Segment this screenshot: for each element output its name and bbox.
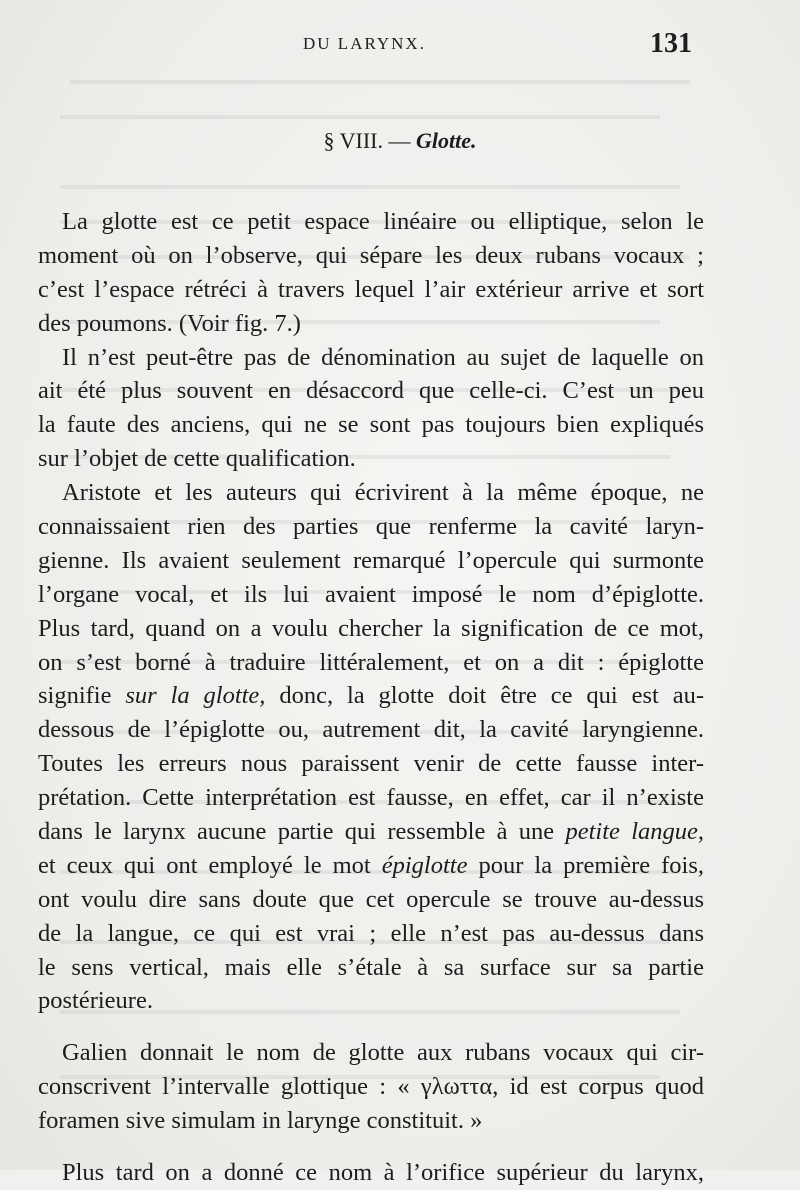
text-line: la faute des anciens, qui ne se sont pas toujours bien expliqués xyxy=(38,411,704,439)
text-line: moment où on l’observe, qui sépare les deux rubans vocaux ; xyxy=(38,241,704,269)
text-line: ait été plus souvent en désaccord que celle-ci. C’est un peu xyxy=(38,377,704,405)
text-line: conscrivent l’intervalle glottique : « γλωττα, id est corpus quod xyxy=(38,1073,704,1101)
text-line xyxy=(38,849,704,883)
paragraph-4 xyxy=(38,1036,704,1138)
text-line: gienne. Ils avaient seulement remarqué l’opercule qui surmonte xyxy=(38,546,704,574)
paragraph-5 xyxy=(38,1156,704,1190)
page-number: 131 xyxy=(650,28,692,59)
text-line: Galien donnait le nom de glotte aux rubans vocaux qui cir- xyxy=(62,1039,704,1067)
text-run: donc, la glotte doit être ce qui est au- xyxy=(265,682,704,710)
paragraph-gap xyxy=(38,1018,704,1036)
text-line: La glotte est ce petit espace linéaire ou elliptique, selon le xyxy=(62,208,704,235)
text-run: , xyxy=(697,818,705,846)
running-head: DU LARYNX. xyxy=(303,34,426,53)
text-line: prétation. Cette interprétation est fausse, en effet, car il n’existe xyxy=(38,784,704,812)
section-heading xyxy=(0,128,800,154)
text-line: Il n’est peut-être pas de dénomination au sujet de laquelle on xyxy=(62,343,704,371)
text-line xyxy=(38,679,704,713)
text-line: connaissaient rien des parties que renferme la cavité laryn- xyxy=(38,513,704,541)
paragraph-1 xyxy=(38,205,704,341)
text-line: on s’est borné à traduire littéralement, et on a dit : épiglotte xyxy=(38,648,704,676)
text-line: de la langue, ce qui est vrai ; elle n’est pas au-dessus dans xyxy=(38,919,704,947)
text-line: des poumons. (Voir fig. 7.) xyxy=(38,309,301,337)
text-line: Plus tard on a donné ce nom à l’orifice supérieur du larynx, xyxy=(62,1159,704,1187)
body-text xyxy=(38,205,704,1190)
paragraph-gap xyxy=(38,1138,704,1156)
italic-phrase: sur la glotte, xyxy=(125,682,266,710)
text-line: sur l’objet de cette qualification. xyxy=(38,445,356,473)
text-line: dessous de l’épiglotte ou, autrement dit, la cavité laryngienne. xyxy=(38,716,704,744)
section-name: Glotte. xyxy=(415,128,477,153)
italic-phrase: épiglotte xyxy=(381,851,468,879)
section-marker: § VIII. — xyxy=(323,128,411,153)
text-line: postérieure. xyxy=(38,987,153,1015)
page-header xyxy=(0,28,800,68)
text-line: Aristote et les auteurs qui écrivirent à la même époque, ne xyxy=(62,479,704,507)
text-line: c’est l’espace rétréci à travers lequel l’air extérieur arrive et sort xyxy=(38,275,704,303)
text-line: Plus tard, quand on a voulu chercher la signification de ce mot, xyxy=(38,614,704,642)
text-line: foramen sive simulam in larynge constituit. » xyxy=(38,1107,483,1135)
text-line xyxy=(38,815,704,849)
text-line: ont voulu dire sans doute que cet opercule se trouve au-dessus xyxy=(38,885,704,913)
text-run: et ceux qui ont employé le mot xyxy=(38,851,382,879)
text-line: le sens vertical, mais elle s’étale à sa surface sur sa partie xyxy=(38,953,704,981)
text-run: signifie xyxy=(38,682,126,710)
text-line: l’organe vocal, et ils lui avaient imposé le nom d’épiglotte. xyxy=(38,580,704,608)
paragraph-2 xyxy=(38,341,704,477)
text-line: Toutes les erreurs nous paraissent venir de cette fausse inter- xyxy=(38,750,704,778)
text-run: dans le larynx aucune partie qui ressemble à une xyxy=(38,818,566,846)
italic-phrase: petite langue xyxy=(565,818,698,846)
paragraph-3 xyxy=(38,476,704,1018)
text-run: pour la première fois, xyxy=(467,851,704,879)
